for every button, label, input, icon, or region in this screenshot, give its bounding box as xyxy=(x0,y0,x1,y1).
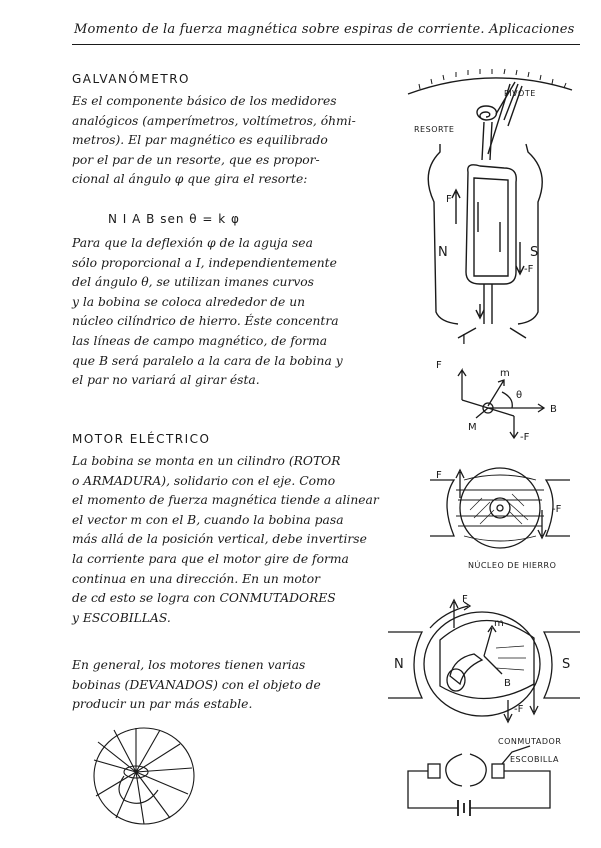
dial-ticks xyxy=(419,69,566,89)
magnet-left-pole xyxy=(430,480,454,536)
vector-f-neg-label: -F xyxy=(520,432,530,443)
commutator-ring-left xyxy=(446,754,462,786)
text-line: más allá de la posición vertical, debe invertirse xyxy=(72,532,367,547)
text-line: del ángulo θ, se utilizan imanes curvos xyxy=(72,275,314,290)
motor-b-label: B xyxy=(504,678,511,689)
neg-force-vector xyxy=(510,416,518,438)
motor-south-label: S xyxy=(562,657,571,672)
battery xyxy=(458,800,470,816)
torque-formula: N I A B sen θ = k φ xyxy=(108,212,240,226)
shaft xyxy=(482,122,492,160)
circuit-wire xyxy=(408,771,550,808)
dial-scale xyxy=(408,78,572,94)
text-line: bobinas (DEVANADOS) con el objeto de xyxy=(72,677,321,692)
force-label: F xyxy=(446,194,452,205)
text-line: las líneas de campo magnético, de forma xyxy=(72,333,328,348)
galvanometer-heading: GALVANÓMETRO xyxy=(72,72,190,86)
rotor-hatch xyxy=(496,646,526,670)
motor-diagram xyxy=(384,588,584,728)
south-pole-label: S xyxy=(530,245,539,260)
moment-arrow xyxy=(484,626,496,656)
text-line: Para que la deflexión φ de la aguja sea xyxy=(72,236,313,250)
motor-heading: MOTOR ELÉCTRICO xyxy=(72,432,211,446)
text-line: continua en una dirección. En un motor xyxy=(72,571,320,586)
brush-label: ESCOBILLA xyxy=(510,755,559,764)
text-line: el par no variará al girar ésta. xyxy=(72,373,260,388)
motor-m-label: m xyxy=(494,618,504,629)
magnet-north xyxy=(428,144,458,324)
brush-left xyxy=(428,764,440,778)
vector-theta-label: θ xyxy=(516,390,523,401)
motor-paragraph-2 xyxy=(72,656,321,715)
galvanometer-paragraph-1 xyxy=(72,92,356,190)
commutator-circuit-diagram xyxy=(400,728,590,820)
force-arrow xyxy=(450,600,458,628)
commutator-label: CONMUTADOR xyxy=(498,737,562,746)
iron-core-caption: NÚCLEO DE HIERRO xyxy=(468,561,557,570)
force-arrow-down xyxy=(516,242,524,274)
vector-b-label: B xyxy=(550,404,557,415)
text-line: y la bobina se coloca alrededor de un xyxy=(72,294,306,309)
torque-vectors-diagram xyxy=(426,348,576,443)
text-line: y ESCOBILLAS. xyxy=(72,610,171,625)
coil-inner xyxy=(474,178,508,276)
current-indicator xyxy=(476,304,484,318)
text-line: La bobina se monta en un cilindro (ROTOR xyxy=(72,454,341,468)
text-line: de cd esto se logra con CONMUTADORES xyxy=(72,591,336,606)
title-underline xyxy=(72,44,580,45)
text-line: que B será paralelo a la cara de la bobina y xyxy=(72,353,343,368)
field-arrow xyxy=(484,656,502,674)
motor-paragraph-1 xyxy=(72,452,379,628)
moment-vector xyxy=(488,380,504,406)
motor-f-neg-label: -F xyxy=(514,704,524,715)
text-line: el momento de fuerza magnética tiende a alinear xyxy=(72,493,379,508)
theta-arc xyxy=(502,392,512,408)
core-f-label: F xyxy=(436,470,442,481)
spring-label: RESORTE xyxy=(414,125,455,134)
iron-core-diagram xyxy=(420,450,580,576)
galvanometer-diagram xyxy=(400,62,580,348)
text-line: el vector m con el B, cuando la bobina pasa xyxy=(72,512,344,527)
galvanometer-paragraph-2 xyxy=(72,234,343,391)
core-f-neg-label: -F xyxy=(552,504,562,515)
motor-f-label: F xyxy=(462,594,468,605)
text-line: sólo proporcional a I, independientemente xyxy=(72,255,337,270)
vector-f-label: F xyxy=(436,360,442,371)
motor-north-label: N xyxy=(394,657,404,672)
multi-coil-winding-diagram xyxy=(84,720,204,832)
page-title: Momento de la fuerza magnética sobre espiras de corriente. Aplicaciones xyxy=(74,22,575,37)
text-line: producir un par más estable. xyxy=(72,697,253,712)
magnet-south xyxy=(518,144,542,324)
text-line: cional al ángulo φ que gira el resorte: xyxy=(72,172,308,187)
force-vector xyxy=(458,370,466,400)
spring-coil xyxy=(477,106,497,120)
shaft-center xyxy=(497,505,503,511)
commutator-ring-right xyxy=(470,754,486,786)
text-line: metros). El par magnético es equilibrado xyxy=(72,133,328,148)
text-line: analógicos (amperímetros, voltímetros, óhmi- xyxy=(72,113,356,128)
text-line: En general, los motores tienen varias xyxy=(72,658,306,672)
text-line: o ARMADURA), solidario con el eje. Como xyxy=(72,473,336,488)
force-neg-arrow xyxy=(504,700,512,722)
text-line: Es el componente básico de los medidores xyxy=(72,94,337,108)
vector-m-neg-label: M xyxy=(468,422,477,433)
text-line: núcleo cilíndrico de hierro. Éste concentra xyxy=(72,314,339,329)
brush-right xyxy=(492,764,504,778)
lower-shaft xyxy=(484,284,492,324)
north-pole-label: N xyxy=(438,245,448,260)
current-label: I xyxy=(462,333,466,348)
pivot-label: PIVOTE xyxy=(504,89,536,98)
text-line: por el par de un resorte, que es propor- xyxy=(72,152,320,167)
vector-m-label: m xyxy=(500,368,510,379)
force-negative-label: -F xyxy=(524,264,534,275)
iron-core xyxy=(490,498,510,518)
rotor-outline xyxy=(424,612,540,716)
text-line: la corriente para que el motor gire de forma xyxy=(72,551,349,566)
force-arrow-up xyxy=(452,190,460,224)
field-lines xyxy=(456,475,544,541)
